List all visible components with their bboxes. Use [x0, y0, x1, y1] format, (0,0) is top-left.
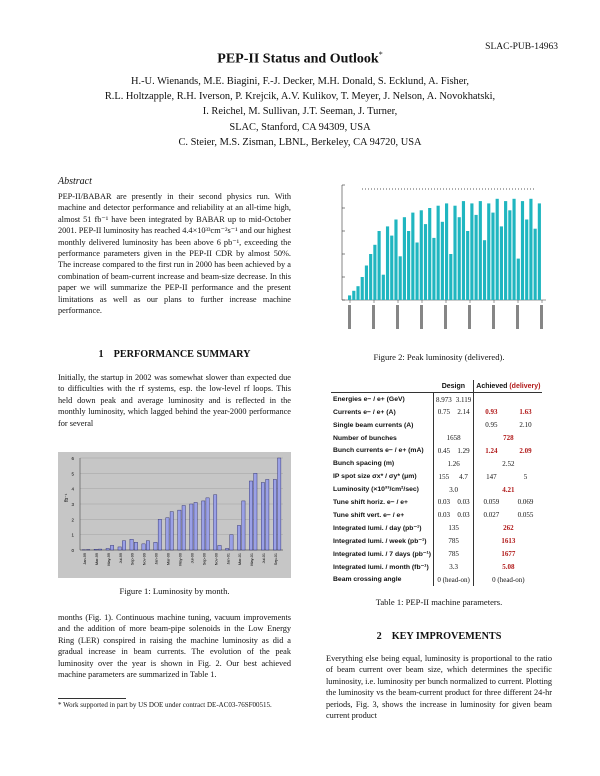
bar: [378, 231, 381, 300]
section-title: KEY IMPROVEMENTS: [391, 631, 502, 642]
bar: [237, 525, 240, 550]
bar: [94, 549, 97, 550]
bar: [146, 541, 149, 550]
bar: [118, 547, 121, 550]
table-row-label: IP spot size σx* / σy* (μm): [331, 470, 434, 483]
table-row-label: Currents e− / e+ (A): [331, 406, 434, 419]
table-header-row: [331, 380, 542, 393]
x-tick-label: Nov-00: [214, 553, 219, 566]
bar: [158, 519, 161, 550]
bar: [214, 495, 217, 550]
y-tick-label: 4: [71, 486, 74, 492]
bar: [266, 479, 269, 550]
table-cell: 0.93: [474, 406, 509, 419]
x-tick-label: [468, 305, 471, 329]
x-tick-label: Jan-01: [226, 553, 231, 565]
section-heading: [58, 349, 291, 360]
bar: [491, 213, 494, 300]
bar: [420, 210, 423, 300]
affiliation-line: SLAC, Stanford, CA 94309, USA: [229, 121, 371, 133]
paper-title: [0, 50, 600, 68]
bar: [394, 220, 397, 301]
bar: [424, 224, 427, 300]
x-tick-label: [516, 305, 519, 329]
table-cell: 0 (head-on): [474, 573, 543, 586]
bar: [273, 479, 276, 550]
x-tick-label: Mar-00: [166, 553, 171, 566]
x-tick-label: May-00: [178, 553, 183, 566]
table-cell: 147: [474, 470, 509, 483]
table-cell: [509, 393, 543, 406]
bar: [166, 518, 169, 550]
x-tick-label: [420, 305, 423, 329]
table-row-label: Integrated lumi. / month (fb⁻¹): [331, 560, 434, 573]
table-header-design: Design: [434, 380, 474, 393]
table-cell: 0.069: [517, 498, 534, 507]
bar: [170, 512, 173, 550]
bar: [249, 481, 252, 550]
table-cell: [434, 419, 454, 432]
affiliation-line: C. Steier, M.S. Zisman, LBNL, Berkeley, CA 94720, USA: [178, 136, 422, 148]
bar: [411, 213, 414, 300]
bar: [106, 548, 109, 550]
x-tick-label: Jul-01: [262, 553, 267, 564]
table-cell: 3.0: [449, 485, 459, 494]
delivery-label: (delivery): [509, 382, 541, 390]
author-line: R.L. Holtzapple, R.H. Iverson, P. Krejcik, A.V. Kulikov, T. Meyer, J. Nelson, A. Novokhatski,: [104, 91, 496, 103]
table-row: [331, 406, 542, 419]
table-cell: 785: [448, 550, 459, 559]
y-tick-label: 1: [71, 532, 74, 538]
bar: [475, 215, 478, 300]
bar: [390, 236, 393, 300]
bar: [206, 498, 209, 550]
bar: [122, 541, 125, 550]
x-tick-label: [492, 305, 495, 329]
bar: [261, 483, 264, 550]
bar: [407, 231, 410, 300]
x-tick-label: [372, 305, 375, 329]
bar: [521, 201, 524, 300]
table-cell: 1.24: [474, 444, 509, 457]
bar: [470, 203, 473, 300]
bar: [98, 549, 101, 550]
table-cell: 2.09: [519, 446, 532, 455]
bar: [538, 203, 541, 300]
section-title: PERFORMANCE SUMMARY: [113, 349, 251, 360]
x-tick-label: Sep-01: [274, 553, 279, 566]
bar: [466, 231, 469, 300]
table-row-label: Single beam currents (A): [331, 419, 434, 432]
bar: [462, 201, 465, 300]
bar: [194, 502, 197, 550]
bar: [508, 210, 511, 300]
bar: [500, 226, 503, 300]
y-tick-label: 0: [71, 548, 74, 553]
table-row: [331, 419, 542, 432]
table-cell: 1.63: [519, 408, 532, 417]
section-heading: [326, 631, 552, 642]
bar: [142, 544, 145, 550]
x-tick-label: Sep-99: [130, 553, 135, 566]
table-row-label: Beam crossing angle: [331, 573, 434, 586]
table-body: [331, 393, 542, 586]
bar: [453, 206, 456, 300]
bar: [386, 226, 389, 300]
bar: [373, 245, 376, 300]
table-row-label: Bunch spacing (m): [331, 457, 434, 470]
bar: [182, 506, 185, 550]
table-row: [331, 560, 542, 573]
table-cell: [454, 419, 474, 432]
bar: [202, 501, 205, 550]
table-row: [331, 509, 542, 522]
x-tick-label: [396, 305, 399, 329]
title-footnote-mark: *: [378, 50, 383, 59]
table-row-label: Tune shift vert. e− / e+: [331, 509, 434, 522]
bar: [134, 542, 137, 550]
table-row: [331, 470, 542, 483]
table-cell: 0.03: [457, 511, 470, 520]
table-cell: 0.059: [474, 496, 509, 509]
x-tick-label: May-01: [250, 553, 255, 566]
bar: [496, 199, 499, 300]
figure2-chart: [326, 177, 552, 342]
table-row: [331, 483, 542, 496]
table-row: [331, 457, 542, 470]
bar: [403, 217, 406, 300]
table-row-label: Number of bunches: [331, 432, 434, 445]
table-cell: 262: [474, 522, 543, 535]
table-cell: 0.45: [437, 446, 451, 455]
bar: [529, 199, 532, 300]
bar: [437, 206, 440, 300]
table-row: [331, 522, 542, 535]
bar: [432, 238, 435, 300]
bar: [361, 277, 364, 300]
table-row: [331, 432, 542, 445]
table-cell: 0.75: [437, 408, 451, 417]
table-cell: 8.973: [434, 393, 454, 406]
body-paragraph: Initially, the startup in 2002 was somewhat slower than expected due to difficulties with the rf systems, esp. the low-level rf loops. This held down peak and average luminosity and is reflected in the monthly luminosity, which lagged behind the year-2000 performance for several: [58, 373, 291, 428]
bar: [254, 473, 257, 550]
table-cell: 1613: [474, 535, 543, 548]
bar: [449, 254, 452, 300]
author-line: I. Reichel, M. Sullivan, J.T. Seeman, J. Turner,: [202, 106, 398, 118]
y-tick-label: 6: [71, 456, 74, 461]
table-cell: 4.21: [474, 483, 543, 496]
bar: [348, 295, 351, 300]
x-tick-label: Jan-00: [154, 553, 159, 565]
x-tick-label: Mar-99: [94, 553, 99, 566]
footnote: * Work supported in part by US DOE under contract DE-AC03-76SF00515.: [58, 701, 272, 709]
table-cell: 1.26: [447, 459, 460, 468]
bar: [230, 535, 233, 550]
x-tick-label: [444, 305, 447, 329]
table-cell: 0.03: [457, 498, 470, 507]
figure2-caption: Figure 2: Peak luminosity (delivered).: [373, 352, 505, 362]
table-row: [331, 573, 542, 586]
bar: [365, 266, 368, 301]
table-cell: 1658: [446, 434, 461, 442]
bar: [512, 199, 515, 300]
bar: [382, 275, 385, 300]
table-cell: 1.29: [457, 446, 470, 455]
abstract-heading: Abstract: [58, 176, 92, 187]
y-tick-label: 3: [71, 502, 74, 507]
table-row: [331, 535, 542, 548]
table-cell: 0.027: [474, 509, 509, 522]
table-cell: 3.3: [449, 562, 459, 571]
bar: [225, 548, 228, 550]
x-tick-label: Jul-00: [190, 553, 195, 564]
bar: [242, 501, 245, 550]
bar: [218, 545, 221, 550]
table-row: [331, 496, 542, 509]
table-header-blank: [331, 380, 434, 393]
table-cell: 2.14: [457, 408, 470, 417]
x-tick-label: [540, 305, 543, 329]
table-cell: 3.119: [454, 393, 474, 406]
author-line: H.-U. Wienands, M.E. Biagini, F.-J. Decker, M.H. Donald, S. Ecklund, A. Fisher,: [131, 76, 469, 87]
table-cell: 2.52: [474, 457, 543, 470]
x-tick-label: Jul-99: [118, 553, 123, 564]
table1-caption: Table 1: PEP-II machine parameters.: [375, 597, 503, 607]
bar: [525, 220, 528, 301]
bar: [517, 259, 520, 300]
bar: [445, 203, 448, 300]
bar: [356, 286, 359, 300]
table-cell: 2.10: [519, 421, 532, 430]
table-row-label: Luminosity (×10³³/cm²/sec): [331, 483, 434, 496]
x-tick-label: [348, 305, 351, 329]
y-axis-label: fb⁻¹: [64, 493, 70, 502]
table-cell: 5: [523, 472, 528, 481]
table-row: [331, 444, 542, 457]
bar: [130, 539, 133, 550]
title-text: PEP-II Status and Outlook: [217, 51, 379, 67]
bar: [190, 504, 193, 550]
x-tick-label: May-99: [106, 553, 111, 566]
table-row-label: Integrated lumi. / 7 days (pb⁻¹): [331, 548, 434, 561]
body-paragraph: months (Fig. 1). Continuous machine tuning, vacuum improvements and the addition of more beam-pipe solenoids in the Low Energy Ring (LER) conspired in raising the machine luminosity as did a gradual increase in beam currents. The evolution of the peak luminosity over the year is shown in Fig. 2. Our best achieved machine parameters are summarized in Table 1.: [58, 613, 291, 680]
table-cell: 1677: [474, 548, 543, 561]
table-row-label: Bunch currents e− / e+ (mA): [331, 444, 434, 457]
x-tick-label: Jan-99: [82, 553, 87, 565]
bar: [369, 254, 372, 300]
table-cell: 155: [438, 472, 450, 481]
figure1-chart: [58, 452, 291, 578]
bar: [487, 203, 490, 300]
bar: [458, 217, 461, 300]
figure1-caption: Figure 1: Luminosity by month.: [119, 586, 230, 596]
x-tick-label: Nov-99: [142, 553, 147, 566]
x-tick-label: Sep-00: [202, 553, 207, 566]
bar: [399, 256, 402, 300]
bar: [178, 510, 181, 550]
table-header-achieved: [474, 380, 543, 393]
table-cell: 0.03: [437, 498, 451, 507]
y-tick-label: 5: [71, 471, 74, 477]
table-cell: 0.95: [474, 419, 509, 432]
achieved-label: Achieved: [476, 382, 508, 390]
table-cell: 0.055: [517, 511, 534, 520]
report-id: SLAC-PUB-14963: [485, 42, 558, 52]
table-cell: [474, 393, 509, 406]
table-row-label: Tune shift horiz. e− / e+: [331, 496, 434, 509]
table-row-label: Integrated lumi. / day (pb⁻¹): [331, 522, 434, 535]
bar: [534, 229, 537, 300]
table-cell: 0 (head-on): [437, 575, 470, 584]
table-cell: 785: [448, 537, 459, 546]
section-number: 2: [376, 631, 382, 642]
footnote-rule: [58, 698, 126, 699]
table-cell: 0.03: [437, 511, 451, 520]
table-row: [331, 393, 542, 406]
bar: [504, 201, 507, 300]
bar: [352, 291, 355, 300]
table-cell: 5.08: [474, 560, 543, 573]
body-paragraph: Everything else being equal, luminosity is proportional to the ratio of beam current over beam size, which determines the specific luminosity, i.e. luminosity per bunch normalized to current. Plotting the luminosity vs the beam-current product for three different 24-hr periods, Fig. 3, shows the increase in luminosity for given beam current product: [326, 654, 552, 721]
bar: [278, 458, 281, 550]
x-tick-label: Mar-01: [238, 553, 243, 566]
bar: [415, 243, 418, 301]
y-tick-label: 2: [71, 517, 74, 523]
bar: [441, 222, 444, 300]
abstract-text: PEP-II/BABAR are presently in their second physics run. With machine and detector performance and reliability at an all-time high, almost 51 fb⁻¹ have been integrated by BABAR up to mid-October 2001. PEP-II luminosity has reached 4.4×10³³cm⁻²s⁻¹ and our highest monthly delivered luminosity has been above 6 pb⁻¹, exceeding the performance parameters given in the PEP-II CDR by almost 50%. The increase compared to the first run in 2000 has been achieved by a combination of beam-current increase and beam-size decrease. In this paper we will summarize the PEP-II performance and the present limitations as well as our plans to further increase machine performance.: [58, 192, 291, 316]
table-cell: 728: [474, 432, 543, 445]
table-cell: 4.7: [459, 472, 468, 481]
bar: [154, 542, 157, 550]
table-row-label: Energies e− / e+ (GeV): [331, 393, 434, 406]
bar: [483, 240, 486, 300]
table-row: [331, 548, 542, 561]
bar: [428, 208, 431, 300]
table-cell: 135: [448, 524, 459, 533]
section-number: 1: [98, 349, 104, 360]
author-block: [30, 74, 570, 150]
table-row-label: Integrated lumi. / week (pb⁻¹): [331, 535, 434, 548]
bar: [479, 201, 482, 300]
parameters-table: [331, 380, 542, 586]
bar: [110, 545, 113, 550]
